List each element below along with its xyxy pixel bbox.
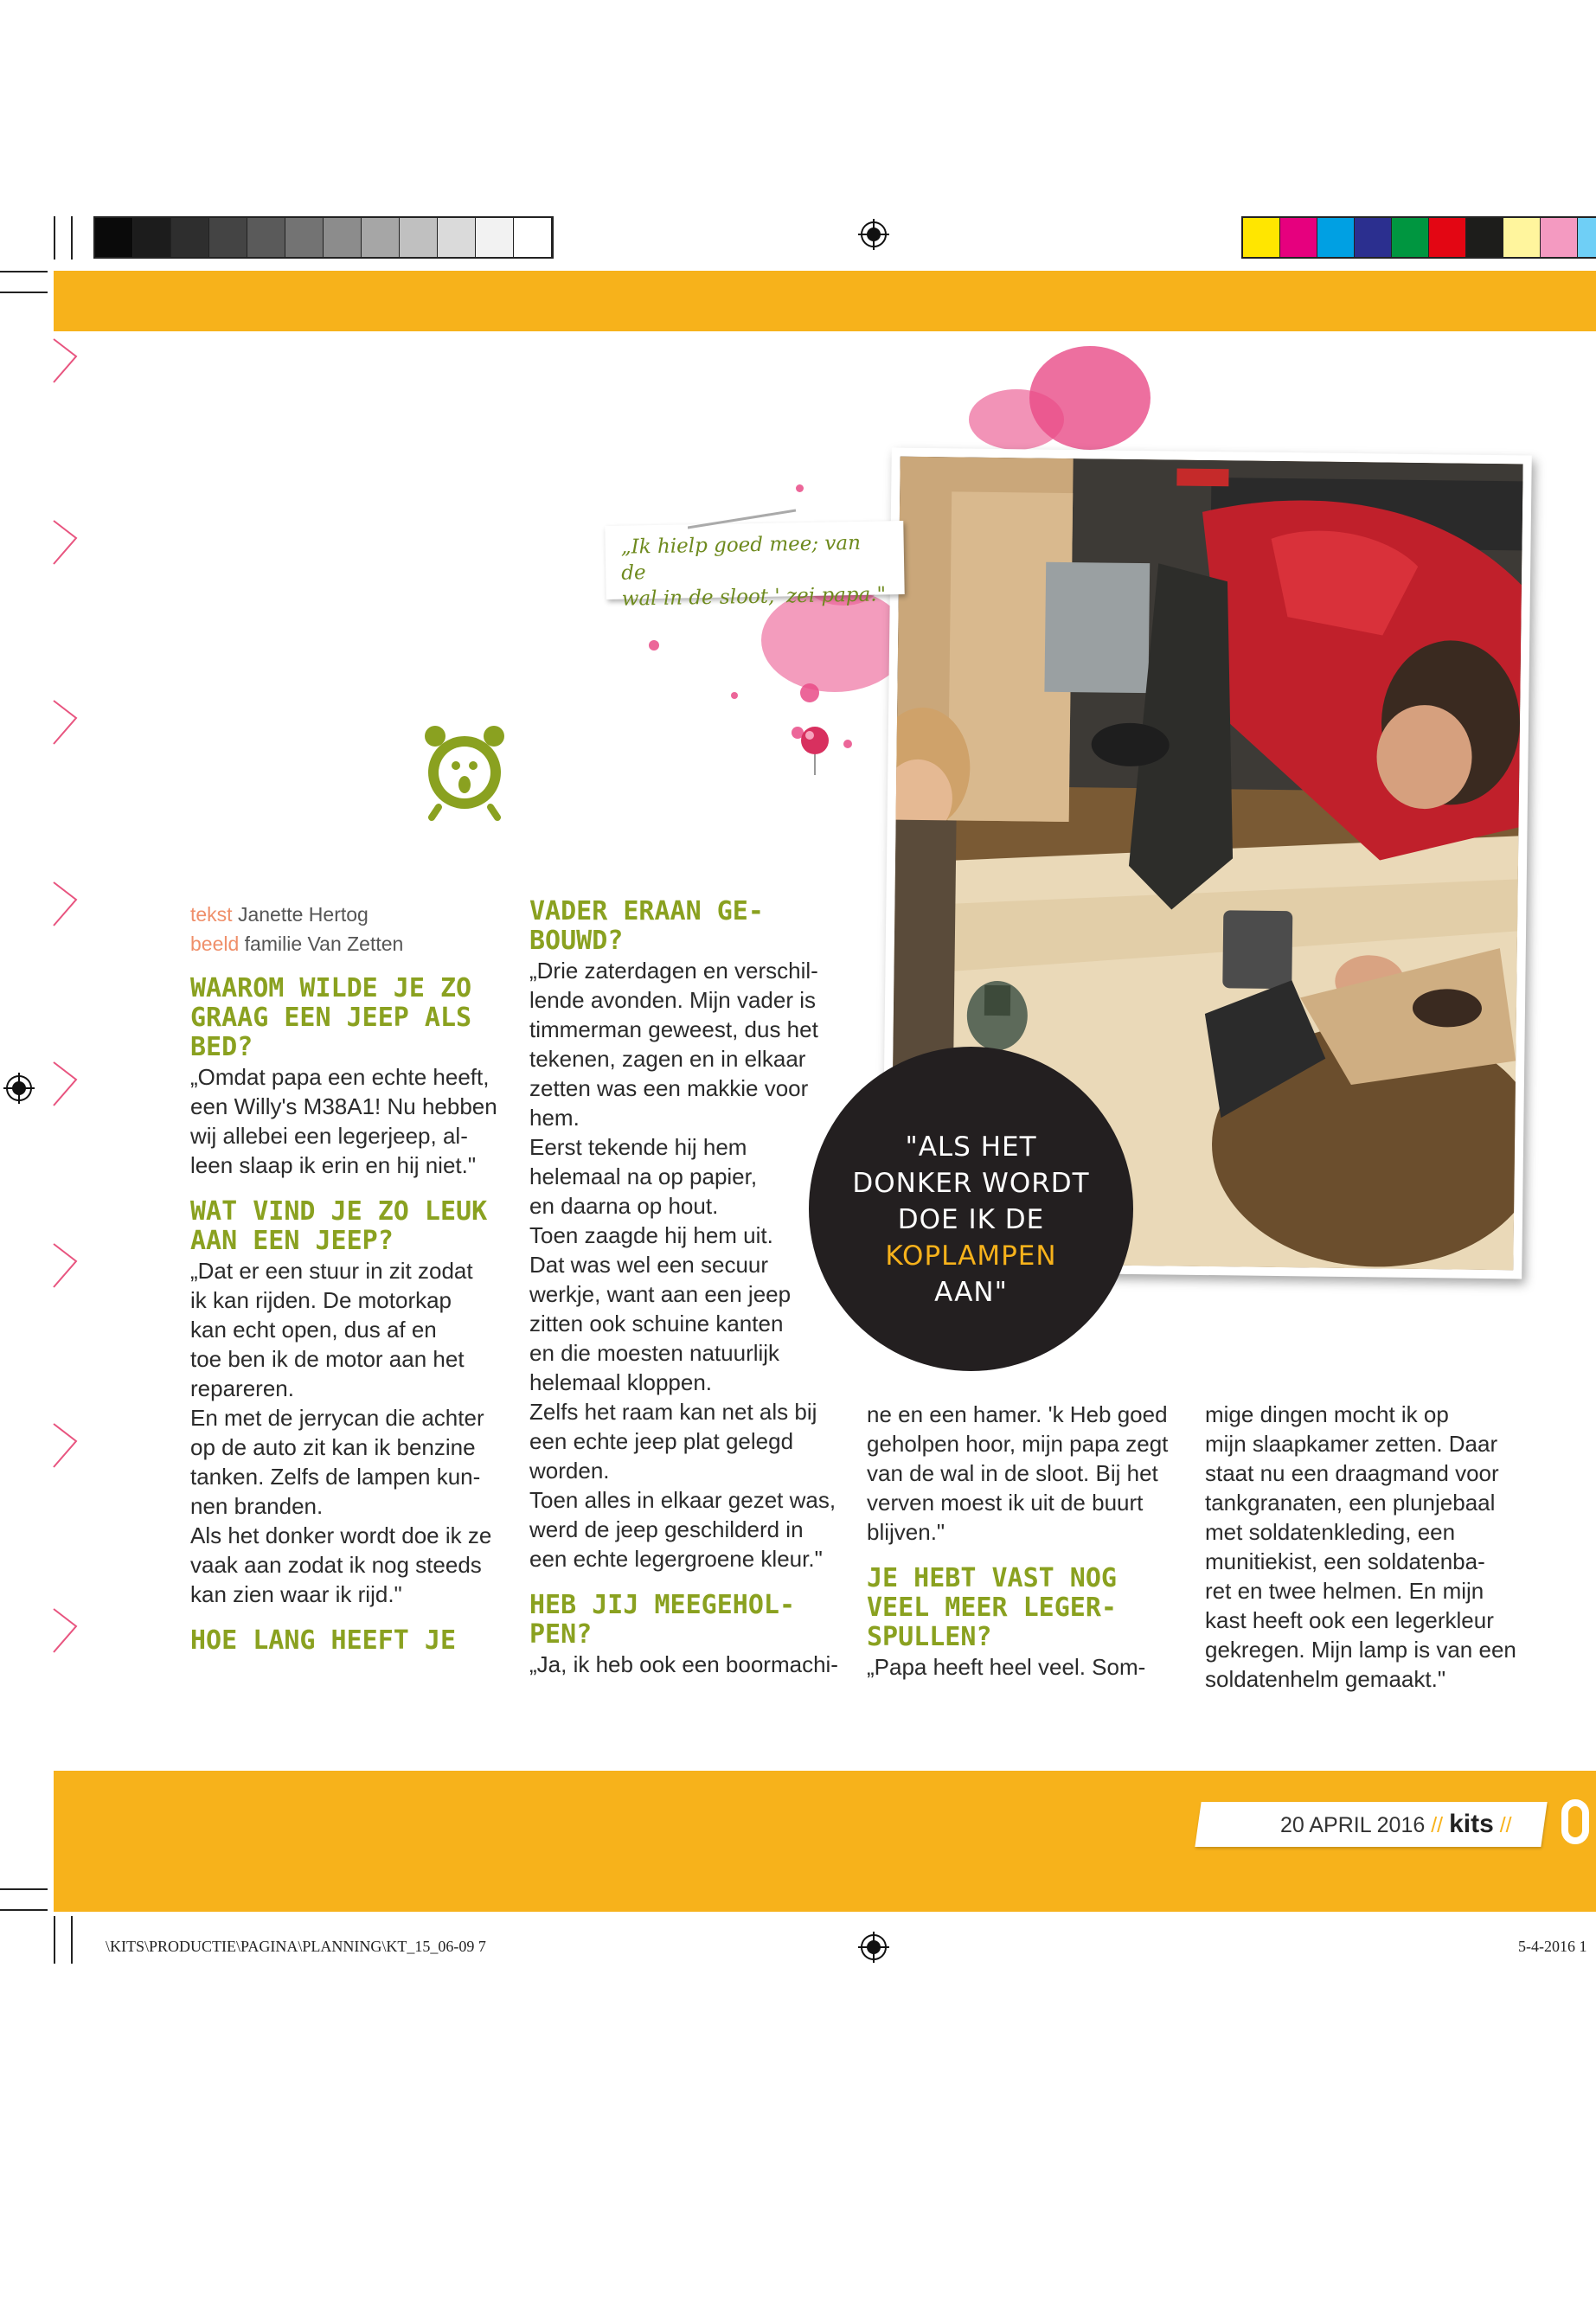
- text-line: ik kan rijden. De motorkap: [190, 1287, 452, 1313]
- paragraph: [190, 1062, 510, 1180]
- quote-line: DOE IK DE: [897, 1204, 1045, 1235]
- heading-line: AAN EEN JEEP?: [190, 1226, 394, 1256]
- paragraph: [529, 956, 849, 1574]
- text-line: Als het donker wordt doe ik ze: [190, 1522, 492, 1548]
- registration-mark-icon: [858, 219, 889, 250]
- text-line: ret en twee helmen. En mijn: [1205, 1578, 1484, 1604]
- heading-line: WAT VIND JE ZO LEUK: [190, 1196, 488, 1227]
- text-line: verven moest ik uit de buurt: [867, 1490, 1144, 1516]
- separator: //: [1499, 1813, 1512, 1837]
- text-line: worden.: [529, 1458, 610, 1484]
- article-column-2: [529, 897, 849, 1679]
- text-line: tekenen, zagen en in elkaar: [529, 1046, 806, 1072]
- credit-name: Janette Hertog: [237, 903, 369, 926]
- color-calibration-bar: [1241, 216, 1596, 259]
- heading-line: BOUWD?: [529, 926, 624, 956]
- text-line: hem.: [529, 1105, 580, 1131]
- text-line: „Omdat papa een echte heeft,: [190, 1064, 490, 1090]
- section-heading: [529, 897, 849, 956]
- crop-mark: [0, 1909, 48, 1911]
- alarm-clock-icon: [421, 722, 508, 822]
- text-line: soldatenhelm gemaakt.": [1205, 1666, 1446, 1692]
- date-text: 20 APRIL 2016: [1280, 1813, 1426, 1837]
- text-line: toe ben ik de motor aan het: [190, 1346, 465, 1372]
- heading-line: VADER ERAAN GE-: [529, 896, 764, 926]
- text-line: tanken. Zelfs de lampen kun-: [190, 1464, 481, 1490]
- crop-mark: [0, 292, 48, 293]
- text-line: kan echt open, dus af en: [190, 1317, 437, 1343]
- text-line: Dat was wel een secuur: [529, 1252, 769, 1278]
- credit-label: tekst: [190, 903, 233, 926]
- top-color-band: [54, 271, 1596, 331]
- grayscale-calibration-bar: [93, 216, 554, 259]
- credit-image: [190, 929, 510, 958]
- text-line: „Dat er een stuur in zit zodat: [190, 1258, 473, 1284]
- side-chevron-decoration: [52, 337, 83, 1687]
- quote-line: AAN": [934, 1277, 1008, 1308]
- paragraph: [190, 1256, 510, 1609]
- text-line: op de auto zit kan ik benzine: [190, 1434, 476, 1460]
- pin-icon: [798, 725, 832, 777]
- text-line: een echte jeep plat gelegd: [529, 1428, 794, 1454]
- text-line: van de wal in de sloot. Bij het: [867, 1460, 1158, 1486]
- caption-line: wal in de sloot,' zei papa.": [621, 583, 887, 611]
- heading-line: PEN?: [529, 1619, 593, 1650]
- separator: //: [1431, 1813, 1444, 1837]
- crop-mark: [54, 216, 55, 260]
- text-line: gekregen. Mijn lamp is van een: [1205, 1637, 1516, 1663]
- crop-mark: [71, 216, 73, 260]
- text-line: lende avonden. Mijn vader is: [529, 987, 816, 1013]
- text-line: kast heeft ook een legerkleur: [1205, 1607, 1494, 1633]
- text-line: een echte legergroene kleur.": [529, 1546, 823, 1572]
- heading-line: VEEL MEER LEGER-: [867, 1593, 1117, 1623]
- article-column-3: [867, 1400, 1195, 1682]
- text-line: „Ja, ik heb ook een boormachi-: [529, 1651, 838, 1677]
- text-line: Zelfs het raam kan net als bij: [529, 1399, 817, 1425]
- text-line: Eerst tekende hij hem: [529, 1134, 747, 1160]
- text-line: leen slaap ik erin en hij niet.": [190, 1152, 477, 1178]
- heading-line: SPULLEN?: [867, 1622, 992, 1652]
- section-heading: [867, 1564, 1195, 1652]
- heading-line: BED?: [190, 1032, 253, 1062]
- text-line: helemaal kloppen.: [529, 1369, 713, 1395]
- paragraph: [867, 1400, 1195, 1547]
- text-line: werkje, want aan een jeep: [529, 1281, 792, 1307]
- text-line: wij allebei een legerjeep, al-: [190, 1123, 468, 1149]
- heading-line: HEB JIJ MEEGEHOL-: [529, 1590, 796, 1620]
- registration-mark-icon: [3, 1073, 35, 1104]
- crop-mark: [71, 1916, 73, 1964]
- crop-mark: [54, 1916, 55, 1964]
- page-number-icon: [1561, 1799, 1596, 1851]
- text-line: „Papa heeft heel veel. Som-: [867, 1654, 1146, 1680]
- text-line: en die moesten natuurlijk: [529, 1340, 780, 1366]
- file-path-slug: \KITS\PRODUCTIE\PAGINA\PLANNING\KT_15_06-09 7: [106, 1938, 486, 1955]
- text-line: ne en een hamer. 'k Heb goed: [867, 1401, 1168, 1427]
- paragraph: [1205, 1400, 1534, 1694]
- article-column-1: [190, 900, 510, 1656]
- text-line: En met de jerrycan die achter: [190, 1405, 484, 1431]
- text-line: munitiekist, een soldatenba-: [1205, 1548, 1485, 1574]
- text-line: met soldatenkleding, een: [1205, 1519, 1456, 1545]
- text-line: Toen alles in elkaar gezet was,: [529, 1487, 836, 1513]
- text-line: blijven.": [867, 1519, 945, 1545]
- text-line: repareren.: [190, 1375, 294, 1401]
- pull-quote: [809, 1047, 1133, 1371]
- text-line: en daarna op hout.: [529, 1193, 719, 1219]
- text-line: nen branden.: [190, 1493, 324, 1519]
- photo-caption: [605, 521, 904, 611]
- section-heading: [190, 974, 510, 1062]
- credit-text: [190, 900, 510, 929]
- heading-line: WAAROM WILDE JE ZO: [190, 973, 472, 1003]
- heading-line: GRAAG EEN JEEP ALS: [190, 1003, 472, 1033]
- print-date-slug: 5-4-2016 1: [1518, 1938, 1587, 1955]
- text-line: helemaal na op papier,: [529, 1163, 758, 1189]
- text-line: timmerman geweest, dus het: [529, 1016, 818, 1042]
- quote-highlight: KOPLAMPEN: [885, 1240, 1057, 1272]
- crop-mark: [0, 271, 48, 272]
- text-line: vaak aan zodat ik nog steeds: [190, 1552, 482, 1578]
- text-line: „Drie zaterdagen en verschil-: [529, 958, 818, 984]
- text-line: geholpen hoor, mijn papa zegt: [867, 1431, 1169, 1457]
- quote-line: DONKER WORDT: [852, 1168, 1090, 1199]
- registration-mark-icon: [858, 1932, 889, 1963]
- heading-line: HOE LANG HEEFT JE: [190, 1625, 457, 1656]
- section-heading: [190, 1626, 510, 1656]
- caption-pin: [688, 506, 800, 532]
- article-column-4: [1205, 1400, 1534, 1694]
- caption-line: „Ik hielp goed mee; van de: [620, 531, 862, 585]
- crop-mark: [0, 1888, 48, 1890]
- quote-line: "ALS HET: [905, 1131, 1037, 1163]
- text-line: werd de jeep geschilderd in: [529, 1516, 804, 1542]
- credit-label: beeld: [190, 933, 240, 955]
- issue-date: [1280, 1810, 1512, 1839]
- section-heading: [529, 1591, 849, 1650]
- text-line: zitten ook schuine kanten: [529, 1311, 784, 1336]
- paragraph: [867, 1652, 1195, 1682]
- brand-name: kits: [1449, 1810, 1494, 1838]
- text-line: een Willy's M38A1! Nu hebben: [190, 1093, 497, 1119]
- text-line: mige dingen mocht ik op: [1205, 1401, 1449, 1427]
- paragraph: [529, 1650, 849, 1679]
- text-line: mijn slaapkamer zetten. Daar: [1205, 1431, 1498, 1457]
- text-line: kan zien waar ik rijd.": [190, 1581, 402, 1607]
- text-line: Toen zaagde hij hem uit.: [529, 1222, 773, 1248]
- section-heading: [190, 1197, 510, 1256]
- text-line: staat nu een draagmand voor: [1205, 1460, 1499, 1486]
- text-line: zetten was een makkie voor: [529, 1075, 809, 1101]
- text-line: tankgranaten, een plunjebaal: [1205, 1490, 1496, 1516]
- heading-line: JE HEBT VAST NOG: [867, 1563, 1117, 1593]
- credit-name: familie Van Zetten: [244, 933, 404, 955]
